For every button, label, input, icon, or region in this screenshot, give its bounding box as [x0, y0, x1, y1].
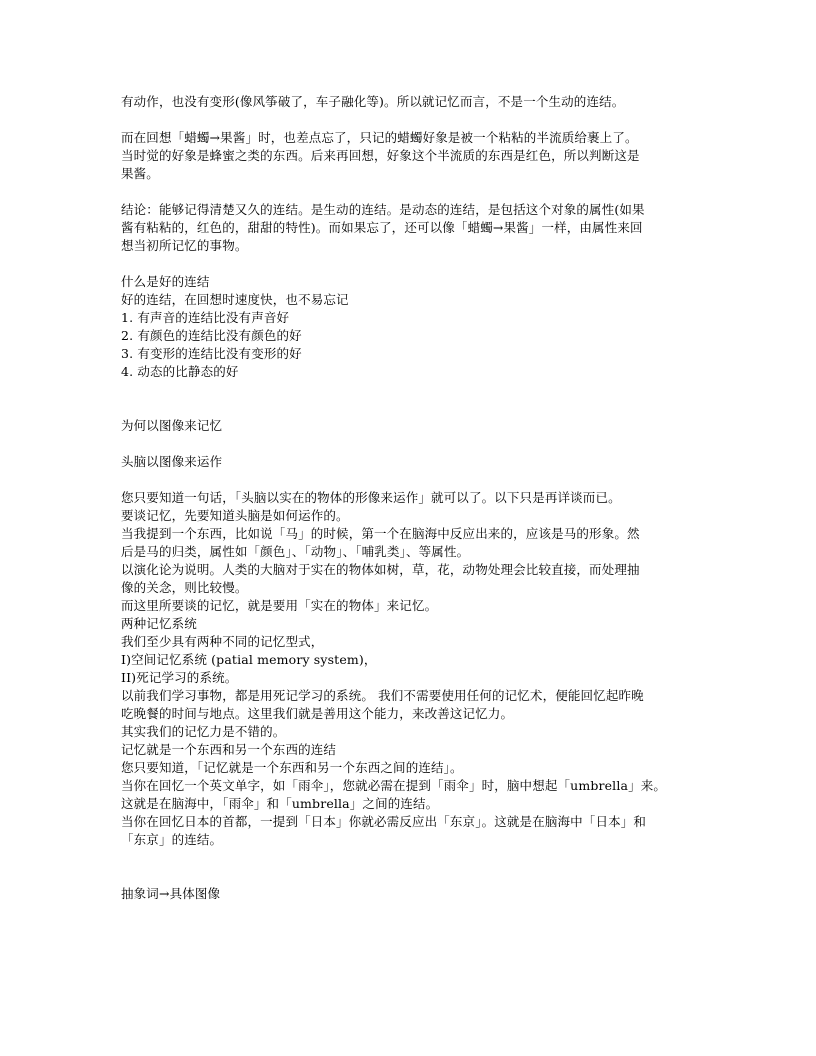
heading: 头脑以图像来运作: [121, 454, 223, 469]
text-line: 像的关念，则比较慢。: [121, 580, 248, 595]
list-item: 3. 有变形的连结比没有变形的好: [121, 346, 302, 361]
list-item: 1. 有声音的连结比没有声音好: [121, 310, 290, 325]
text-line: 其实我们的记忆力是不错的。: [121, 724, 286, 739]
text-line: 吃晚餐的时间与地点。这里我们就是善用这个能力，来改善这记忆力。: [121, 706, 514, 721]
text-line: 您只要知道，「记忆就是一个东西和另一个东西之间的连结」。: [121, 760, 463, 775]
text-line: 有动作，也没有变形(像风筝破了，车子融化等)。所以就记忆而言，不是一个生动的连结。: [121, 94, 625, 109]
text-line: 这就是在脑海中，「雨伞」和「umbrella」之间的连结。: [121, 796, 439, 811]
section-title: 记忆就是一个东西和另一个东西的连结: [121, 742, 337, 757]
text-line: 我们至少具有两种不同的记忆型式，: [121, 634, 324, 649]
list-item: 4. 动态的比静态的好: [121, 364, 239, 379]
text-line: 而这里所要谈的记忆，就是要用「实在的物体」来记忆。: [121, 598, 438, 613]
text-line: 当时觉的好象是蜂蜜之类的东西。后来再回想，好象这个半流质的东西是红色，所以判断这是: [121, 148, 640, 163]
section-title: 什么是好的连结: [121, 274, 210, 289]
text-line: 想当初所记忆的事物。: [121, 238, 248, 253]
text-line: 以演化论为说明。人类的大脑对于实在的物体如树，草，花，动物处理会比较直接，而处理抽: [121, 562, 640, 577]
text-line: 「东京」的连结。: [121, 832, 223, 847]
text-line: 酱有粘粘的，红色的，甜甜的特性)。而如果忘了，还可以像「蜡蠋→果酱」一样，由属性来回: [121, 220, 643, 235]
heading: 为何以图像来记忆: [121, 418, 223, 433]
text-line: 您只要知道一句话，「头脑以实在的物体的形像来运作」就可以了。以下只是再详谈而已。: [121, 490, 621, 505]
heading: 抽象词→具体图像: [121, 886, 221, 901]
list-item: II)死记学习的系统。: [121, 670, 238, 685]
text-line: 当你在回忆一个英文单字，如「雨伞」，您就必需在提到「雨伞」时，脑中想起「umbrella」来。: [121, 778, 667, 793]
text-line: 好的连结，在回想时速度快，也不易忘记: [121, 292, 349, 307]
document-page: [121, 93, 711, 903]
text-line: 果酱。: [121, 166, 159, 181]
text-line: 而在回想「蜡蠋→果酱」时，也差点忘了，只记的蜡蠋好象是被一个粘粘的半流质给裹上了。: [121, 130, 638, 145]
section-title: 两种记忆系统: [121, 616, 197, 631]
text-line: 后是马的归类，属性如「颜色」、「动物」、「哺乳类」、等属性。: [121, 544, 470, 559]
text-line: 结论：能够记得清楚又久的连结。是生动的连结。是动态的连结，是包括这个对象的属性(如果: [121, 202, 645, 217]
text-line: 当你在回忆日本的首都，一提到「日本」你就必需反应出「东京」。这就是在脑海中「日本」和: [121, 814, 647, 829]
text-line: 当我提到一个东西，比如说「马」的时候，第一个在脑海中反应出来的，应该是马的形象。然: [121, 526, 640, 541]
text-line: 要谈记忆，先要知道头脑是如何运作的。: [121, 508, 349, 523]
text-line: 以前我们学习事物，都是用死记学习的系统。 我们不需要使用任何的记忆术，便能回忆起昨晚: [121, 688, 644, 703]
list-item: 2. 有颜色的连结比没有颜色的好: [121, 328, 302, 343]
list-item: I)空间记忆系统 (patial memory system)，: [121, 652, 377, 667]
